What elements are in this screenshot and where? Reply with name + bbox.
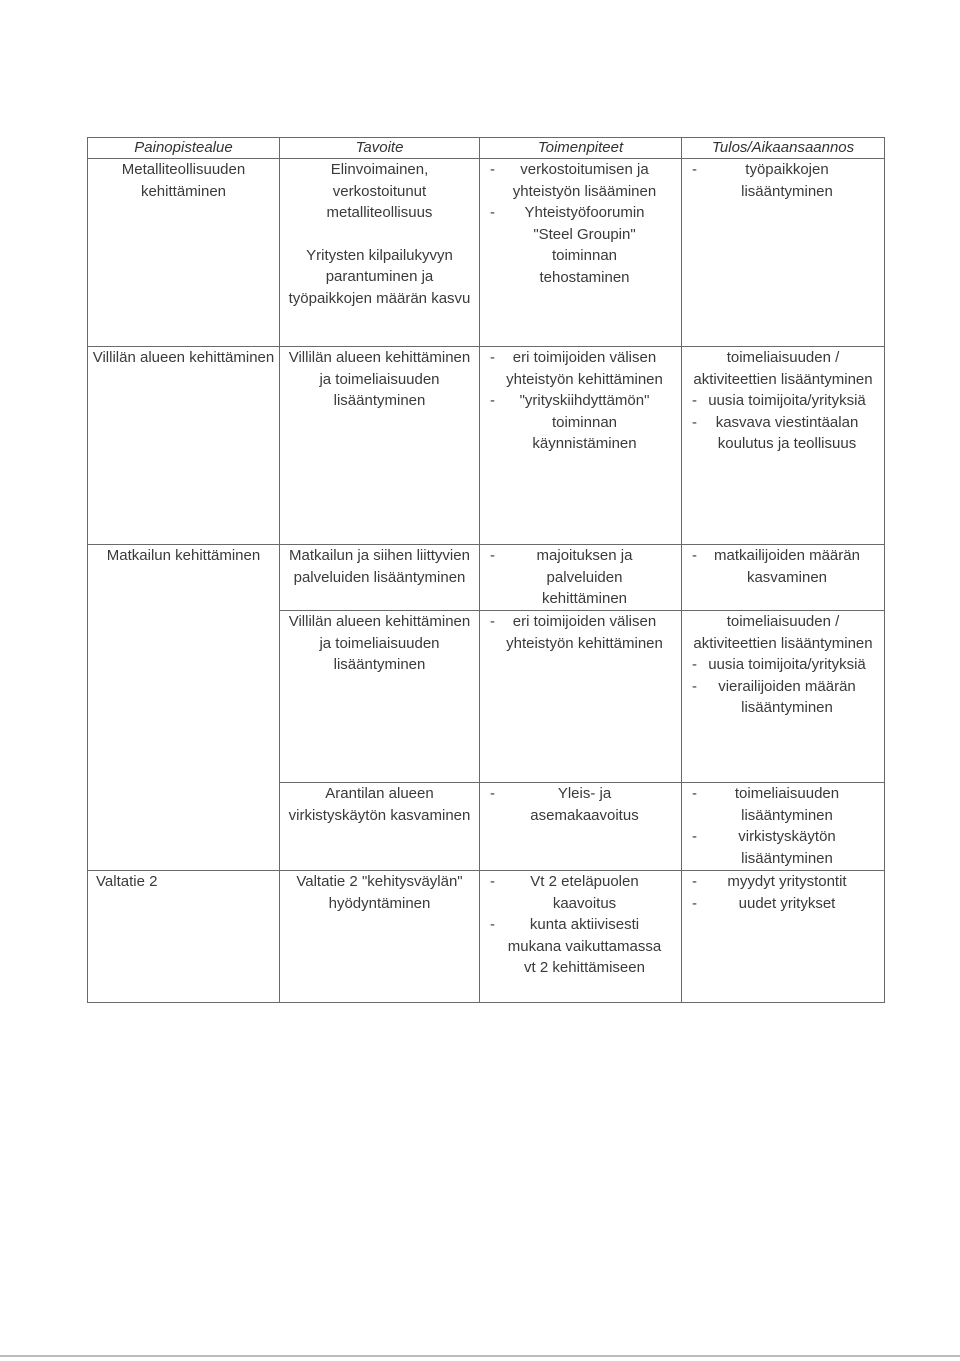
- list-item: - Vt 2 eteläpuolen kaavoitus: [490, 873, 639, 912]
- list-item: - toimeliaisuuden lisääntyminen: [692, 785, 840, 824]
- goal-text: Matkailun ja siihen liittyvien palveluiden lisääntyminen: [289, 547, 470, 586]
- list-item: - uusia toimijoita/yrityksiä: [692, 392, 866, 410]
- list-item: - majoituksen ja palveluiden kehittäminen: [490, 547, 633, 608]
- table-header-row: [88, 138, 885, 159]
- list-item: - Yhteistyöfoorumin "Steel Groupin" toiminnan tehostaminen: [490, 204, 645, 286]
- table-row: [88, 347, 885, 545]
- list-item: - Yleis- ja asemakaavoitus: [490, 785, 639, 824]
- action-cell: [480, 159, 682, 347]
- goal-cell: [280, 347, 480, 545]
- result-cell: [682, 545, 885, 611]
- list-item: - virkistyskäytön lisääntyminen: [692, 828, 836, 867]
- goal-text: Elinvoimainen, verkostoitunut metalliteollisuus: [326, 161, 433, 222]
- table-row: [88, 545, 885, 611]
- goal-cell: [280, 783, 480, 871]
- area-cell: [88, 783, 280, 871]
- goal-text: Yritysten kilpailukyvyn parantuminen ja työpaikkojen määrän kasvu: [288, 246, 471, 307]
- goal-cell: [280, 871, 480, 1003]
- result-cell: [682, 871, 885, 1003]
- list-item: - uudet yritykset: [692, 894, 836, 912]
- action-cell: [480, 611, 682, 783]
- action-cell: [480, 545, 682, 611]
- list-item: - kasvava viestintäalan koulutus ja teollisuus: [692, 413, 859, 453]
- list-item: - eri toimijoiden välisen yhteistyön kehittäminen: [490, 349, 663, 388]
- development-plan-table: [87, 137, 885, 1003]
- list-item: - matkailijoiden määrän kasvaminen: [692, 547, 860, 586]
- header-tulos: Tulos/Aikaansaannos: [682, 138, 885, 159]
- table-row: [88, 159, 885, 347]
- action-cell: [480, 347, 682, 545]
- list-item: - uusia toimijoita/yrityksiä: [692, 656, 866, 674]
- area-cell: Valtatie 2: [88, 871, 280, 1003]
- list-item: - "yrityskiihdyttämön" toiminnan käynnistäminen: [490, 392, 650, 453]
- goal-text: Villilän alueen kehittäminen ja toimeliaisuuden lisääntyminen: [288, 613, 471, 674]
- result-cell: [682, 159, 885, 347]
- result-cell: [682, 611, 885, 783]
- area-cell: Matkailun kehittäminen: [88, 545, 280, 611]
- area-cell: [88, 611, 280, 783]
- header-toimenpiteet: Toimenpiteet: [480, 138, 682, 159]
- result-cell: [682, 347, 885, 545]
- goal-cell: [280, 611, 480, 783]
- list-item: - verkostoitumisen ja yhteistyön lisääminen: [490, 161, 657, 200]
- list-item: - vierailijoiden määrän lisääntyminen: [692, 677, 856, 717]
- goal-cell: [280, 545, 480, 611]
- list-item: - työpaikkojen lisääntyminen: [692, 161, 833, 200]
- goal-cell: [280, 159, 480, 347]
- table-row: [88, 783, 885, 871]
- area-cell: Metalliteollisuuden kehittäminen: [88, 159, 280, 347]
- table-row: [88, 871, 885, 1003]
- action-cell: [480, 871, 682, 1003]
- goal-text: Villilän alueen kehittäminen ja toimeliaisuuden lisääntyminen: [288, 349, 471, 410]
- page-bottom-edge: [0, 1355, 960, 1357]
- list-item: - myydyt yritystontit: [692, 873, 847, 890]
- goal-text: Valtatie 2 "kehitysväylän" hyödyntäminen: [296, 873, 463, 912]
- area-cell: Villilän alueen kehittäminen: [88, 347, 280, 545]
- goal-text: Arantilan alueen virkistyskäytön kasvaminen: [288, 785, 471, 824]
- table-row: [88, 611, 885, 783]
- action-cell: [480, 783, 682, 871]
- header-tavoite: Tavoite: [280, 138, 480, 159]
- list-item: - kunta aktiivisesti mukana vaikuttamassa vt 2 kehittämiseen: [490, 916, 662, 977]
- header-painopistealue: Painopistealue: [88, 138, 280, 159]
- result-intro: toimeliaisuuden / aktiviteettien lisääntyminen: [693, 349, 873, 388]
- result-cell: [682, 783, 885, 871]
- list-item: - eri toimijoiden välisen yhteistyön kehittäminen: [490, 613, 663, 652]
- result-intro: toimeliaisuuden / aktiviteettien lisääntyminen: [693, 613, 873, 652]
